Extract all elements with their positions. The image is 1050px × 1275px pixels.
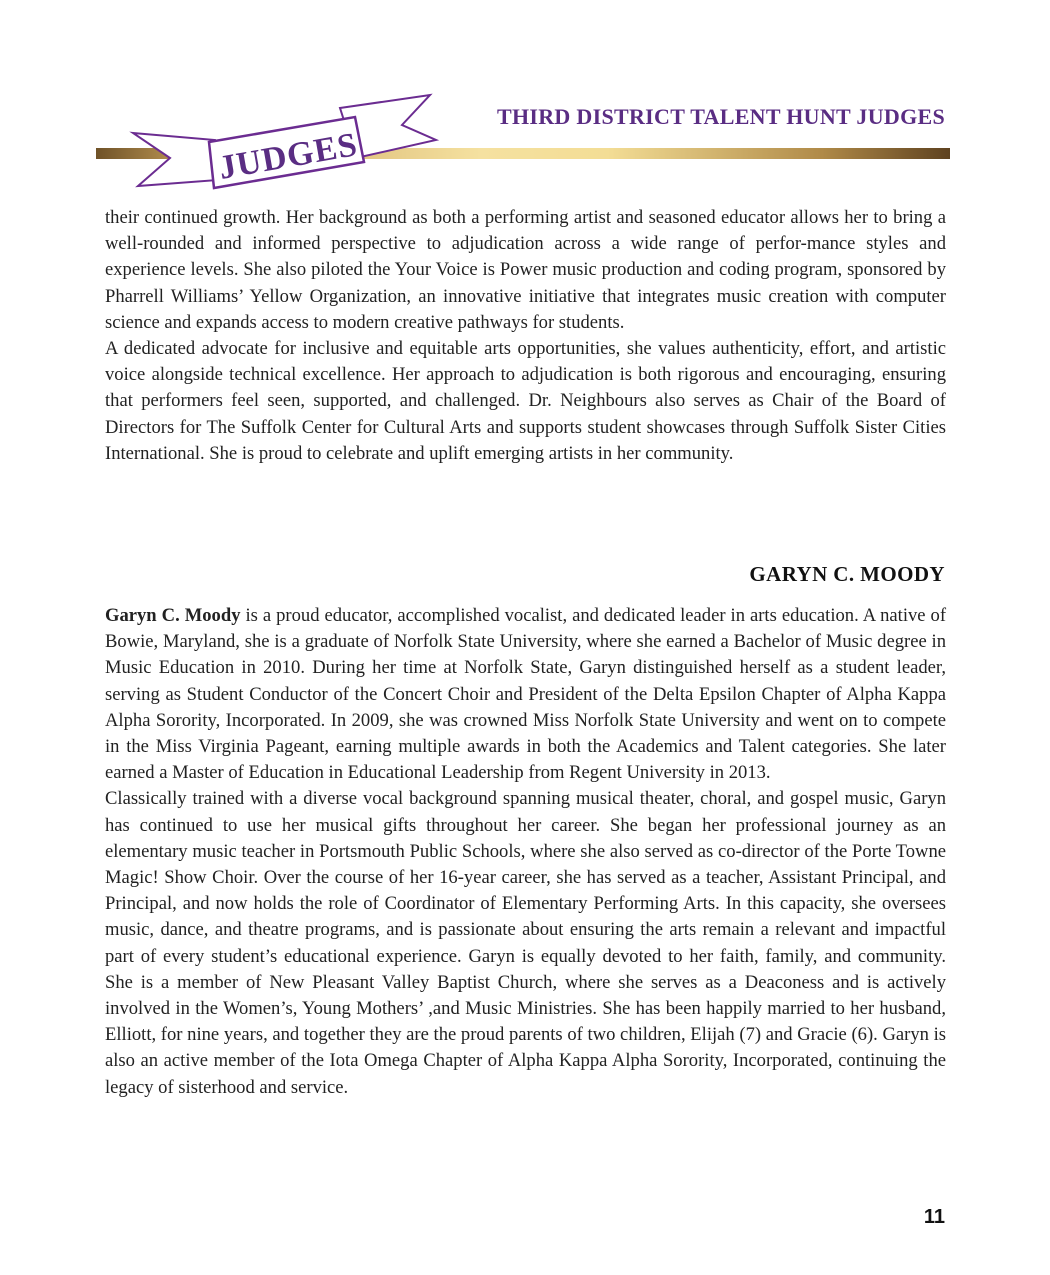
bio-paragraph: their continued growth. Her background as both a performing artist and seasoned educator allows her to bring a well-rounded and informed perspective to adjudication across a wide range of perfor-mance styles and experience levels. She also piloted the Your Voice is Power music production and coding program, sponsored by Pharrell Williams’ Yellow Organization, an innovative initiative that integrates music creation with computer science and expands access to modern creative pathways for students. <box>105 207 946 333</box>
bio-paragraph-text: is a proud educator, accomplished vocalist, and dedicated leader in arts education. A native of Bowie, Maryland, she is a graduate of Norfolk State University, where she earned a Bachelor of Music degree in Music Education in 2010. During her time at Norfolk State, Garyn distinguished herself as a student leader, serving as Student Conductor of the Concert Choir and President of the Delta Epsilon Chapter of Alpha Kappa Alpha Sorority, Incorporated. In 2009, she was crowned Miss Norfolk State University and went on to compete in the Miss Virginia Pageant, earning multiple awards in both the Academics and Talent categories. She later earned a Master of Education in Educational Leadership from Regent University in 2013. <box>105 605 947 784</box>
bio-lead-name: Garyn C. Moody <box>105 605 241 626</box>
continued-bio <box>105 205 946 467</box>
bio-paragraph <box>105 603 946 786</box>
bio-paragraph: Classically trained with a diverse vocal background spanning musical theater, choral, and gospel music, Garyn has continued to use her musical gifts throughout her career. She began her professional journey as an elementary music teacher in Portsmouth Public Schools, where she also served as co-director of the Porte Towne Magic! Show Choir. Over the course of her 16-year career, she has served as a teacher, Assistant Principal, and Principal, and now holds the role of Coordinator of Elementary Performing Arts. In this capacity, she oversees music, dance, and theatre programs, and is passionate about ensuring the arts remain a relevant and impactful part of every student’s educational experience. Garyn is equally devoted to her faith, family, and community. She is a member of New Pleasant Valley Baptist Church, where she serves as a Deaconess and is actively involved in the Women’s, Young Mothers’ ,and Music Ministries. She has been happily married to her husband, Elliott, for nine years, and together they are the proud parents of two children, Elijah (7) and Gracie (6). Garyn is also an active member of the Iota Omega Chapter of Alpha Kappa Alpha Sorority, Incorporated, continuing the legacy of sisterhood and service. <box>105 788 946 1098</box>
page-number: 11 <box>923 1206 945 1228</box>
bio-paragraph: A dedicated advocate for inclusive and equitable arts opportunities, she values authenticity, effort, and artistic voice alongside technical excellence. Her approach to adjudication is both rigorous and encouraging, ensuring that performers feel seen, supported, and challenged. Dr. Neighbours also serves as Chair of the Board of Directors for The Suffolk Center for Cultural Arts and supports student showcases through Suffolk Sister Cities International. She is proud to celebrate and uplift emerging artists in her community. <box>105 338 946 464</box>
ribbon-text: JUDGES <box>216 126 361 187</box>
page-header-title: THIRD DISTRICT TALENT HUNT JUDGES <box>497 104 945 129</box>
judge-name-heading: GARYN C. MOODY <box>749 562 945 586</box>
ribbon-left-tail <box>133 133 218 186</box>
header-banner <box>0 0 1050 200</box>
judge-bio <box>105 603 946 1101</box>
